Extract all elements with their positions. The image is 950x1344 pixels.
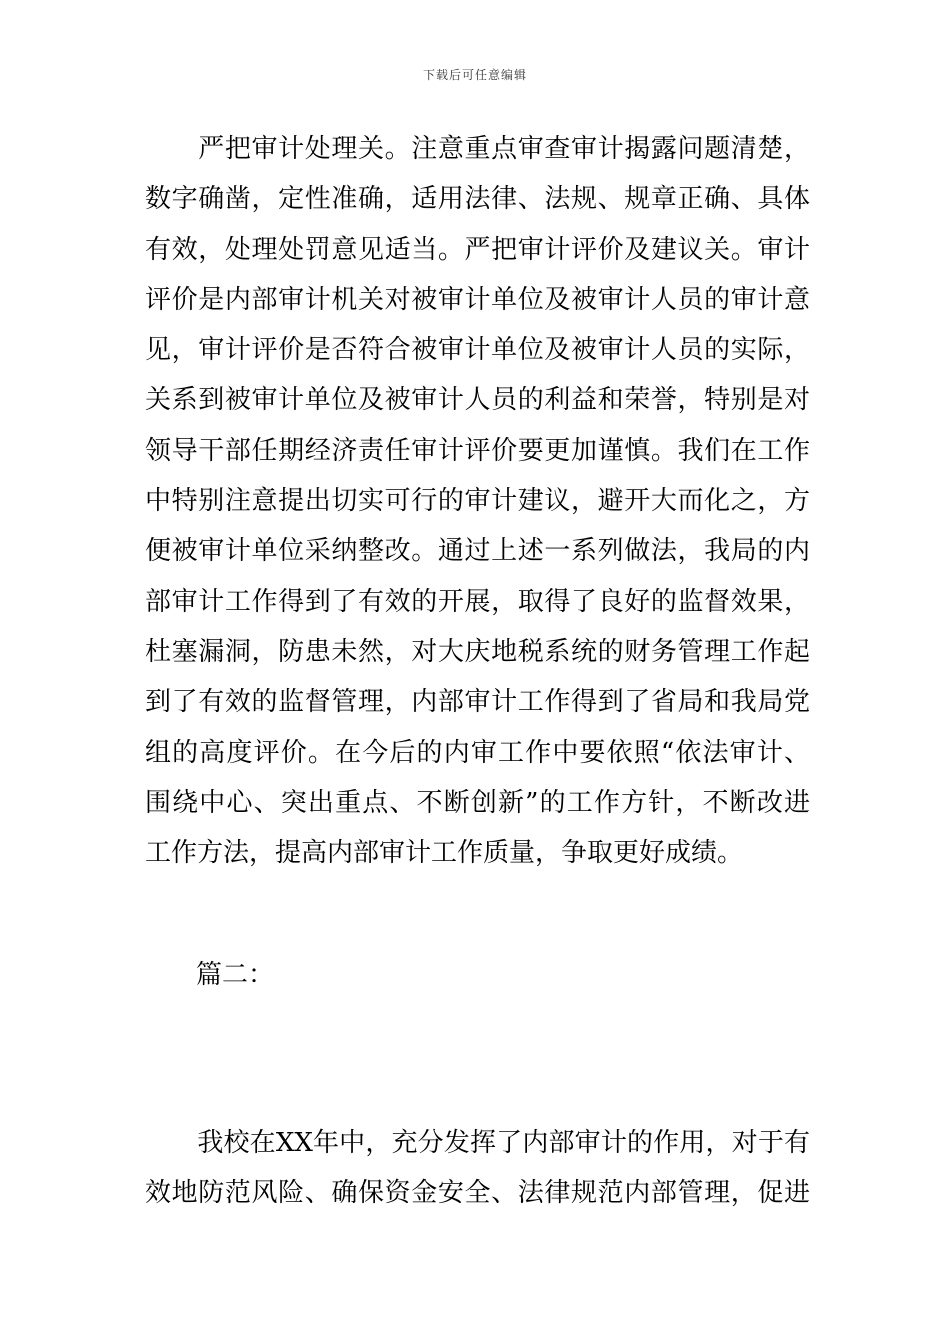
text-line: 数字确凿，定性准确，适用法律、法规、规章正确、具体	[145, 184, 810, 215]
text-line: 工作方法，提高内部审计工作质量，争取更好成绩。	[145, 838, 744, 869]
text-line: 有效，处理处罚意见适当。严把审计评价及建议关。审计	[145, 234, 810, 265]
paragraph-audit-review	[145, 124, 810, 878]
text-line: 我校在XX年中，充分发挥了内部审计的作用，对于有	[145, 1128, 810, 1158]
section-title: 篇二：	[196, 960, 275, 990]
paragraph	[145, 1118, 810, 1219]
text-line: 到了有效的监督管理，内部审计工作得到了省局和我局党	[145, 687, 810, 718]
header-note: 下载后可任意编辑	[422, 68, 527, 82]
text-line: 杜塞漏洞，防患未然，对大庆地税系统的财务管理工作起	[145, 636, 810, 667]
text-line: 领导干部任期经济责任审计评价要更加谨慎。我们在工作	[145, 435, 810, 466]
text-line: 关系到被审计单位及被审计人员的利益和荣誉，特别是对	[145, 385, 810, 416]
text-line: 中特别注意提出切实可行的审计建议，避开大而化之，方	[145, 486, 810, 517]
text-line: 便被审计单位采纳整改。通过上述一系列做法，我局的内	[145, 536, 810, 567]
text-line: 评价是内部审计机关对被审计单位及被审计人员的审计意	[145, 284, 810, 315]
text-line: 部审计工作得到了有效的开展，取得了良好的监督效果，	[145, 586, 810, 617]
text-line: 组的高度评价。在今后的内审工作中要依照“依法审计、	[145, 737, 810, 768]
text-line: 围绕中心、突出重点、不断创新”的工作方针，不断改进	[145, 787, 810, 818]
text-line: 见，审计评价是否符合被审计单位及被审计人员的实际，	[145, 335, 810, 366]
paragraph-school-audit	[145, 1118, 810, 1219]
text-line: 严把审计处理关。注意重点审查审计揭露问题清楚，	[145, 134, 810, 164]
paragraph	[145, 124, 810, 878]
text-line: 效地防范风险、确保资金安全、法律规范内部管理，促进	[145, 1178, 810, 1209]
